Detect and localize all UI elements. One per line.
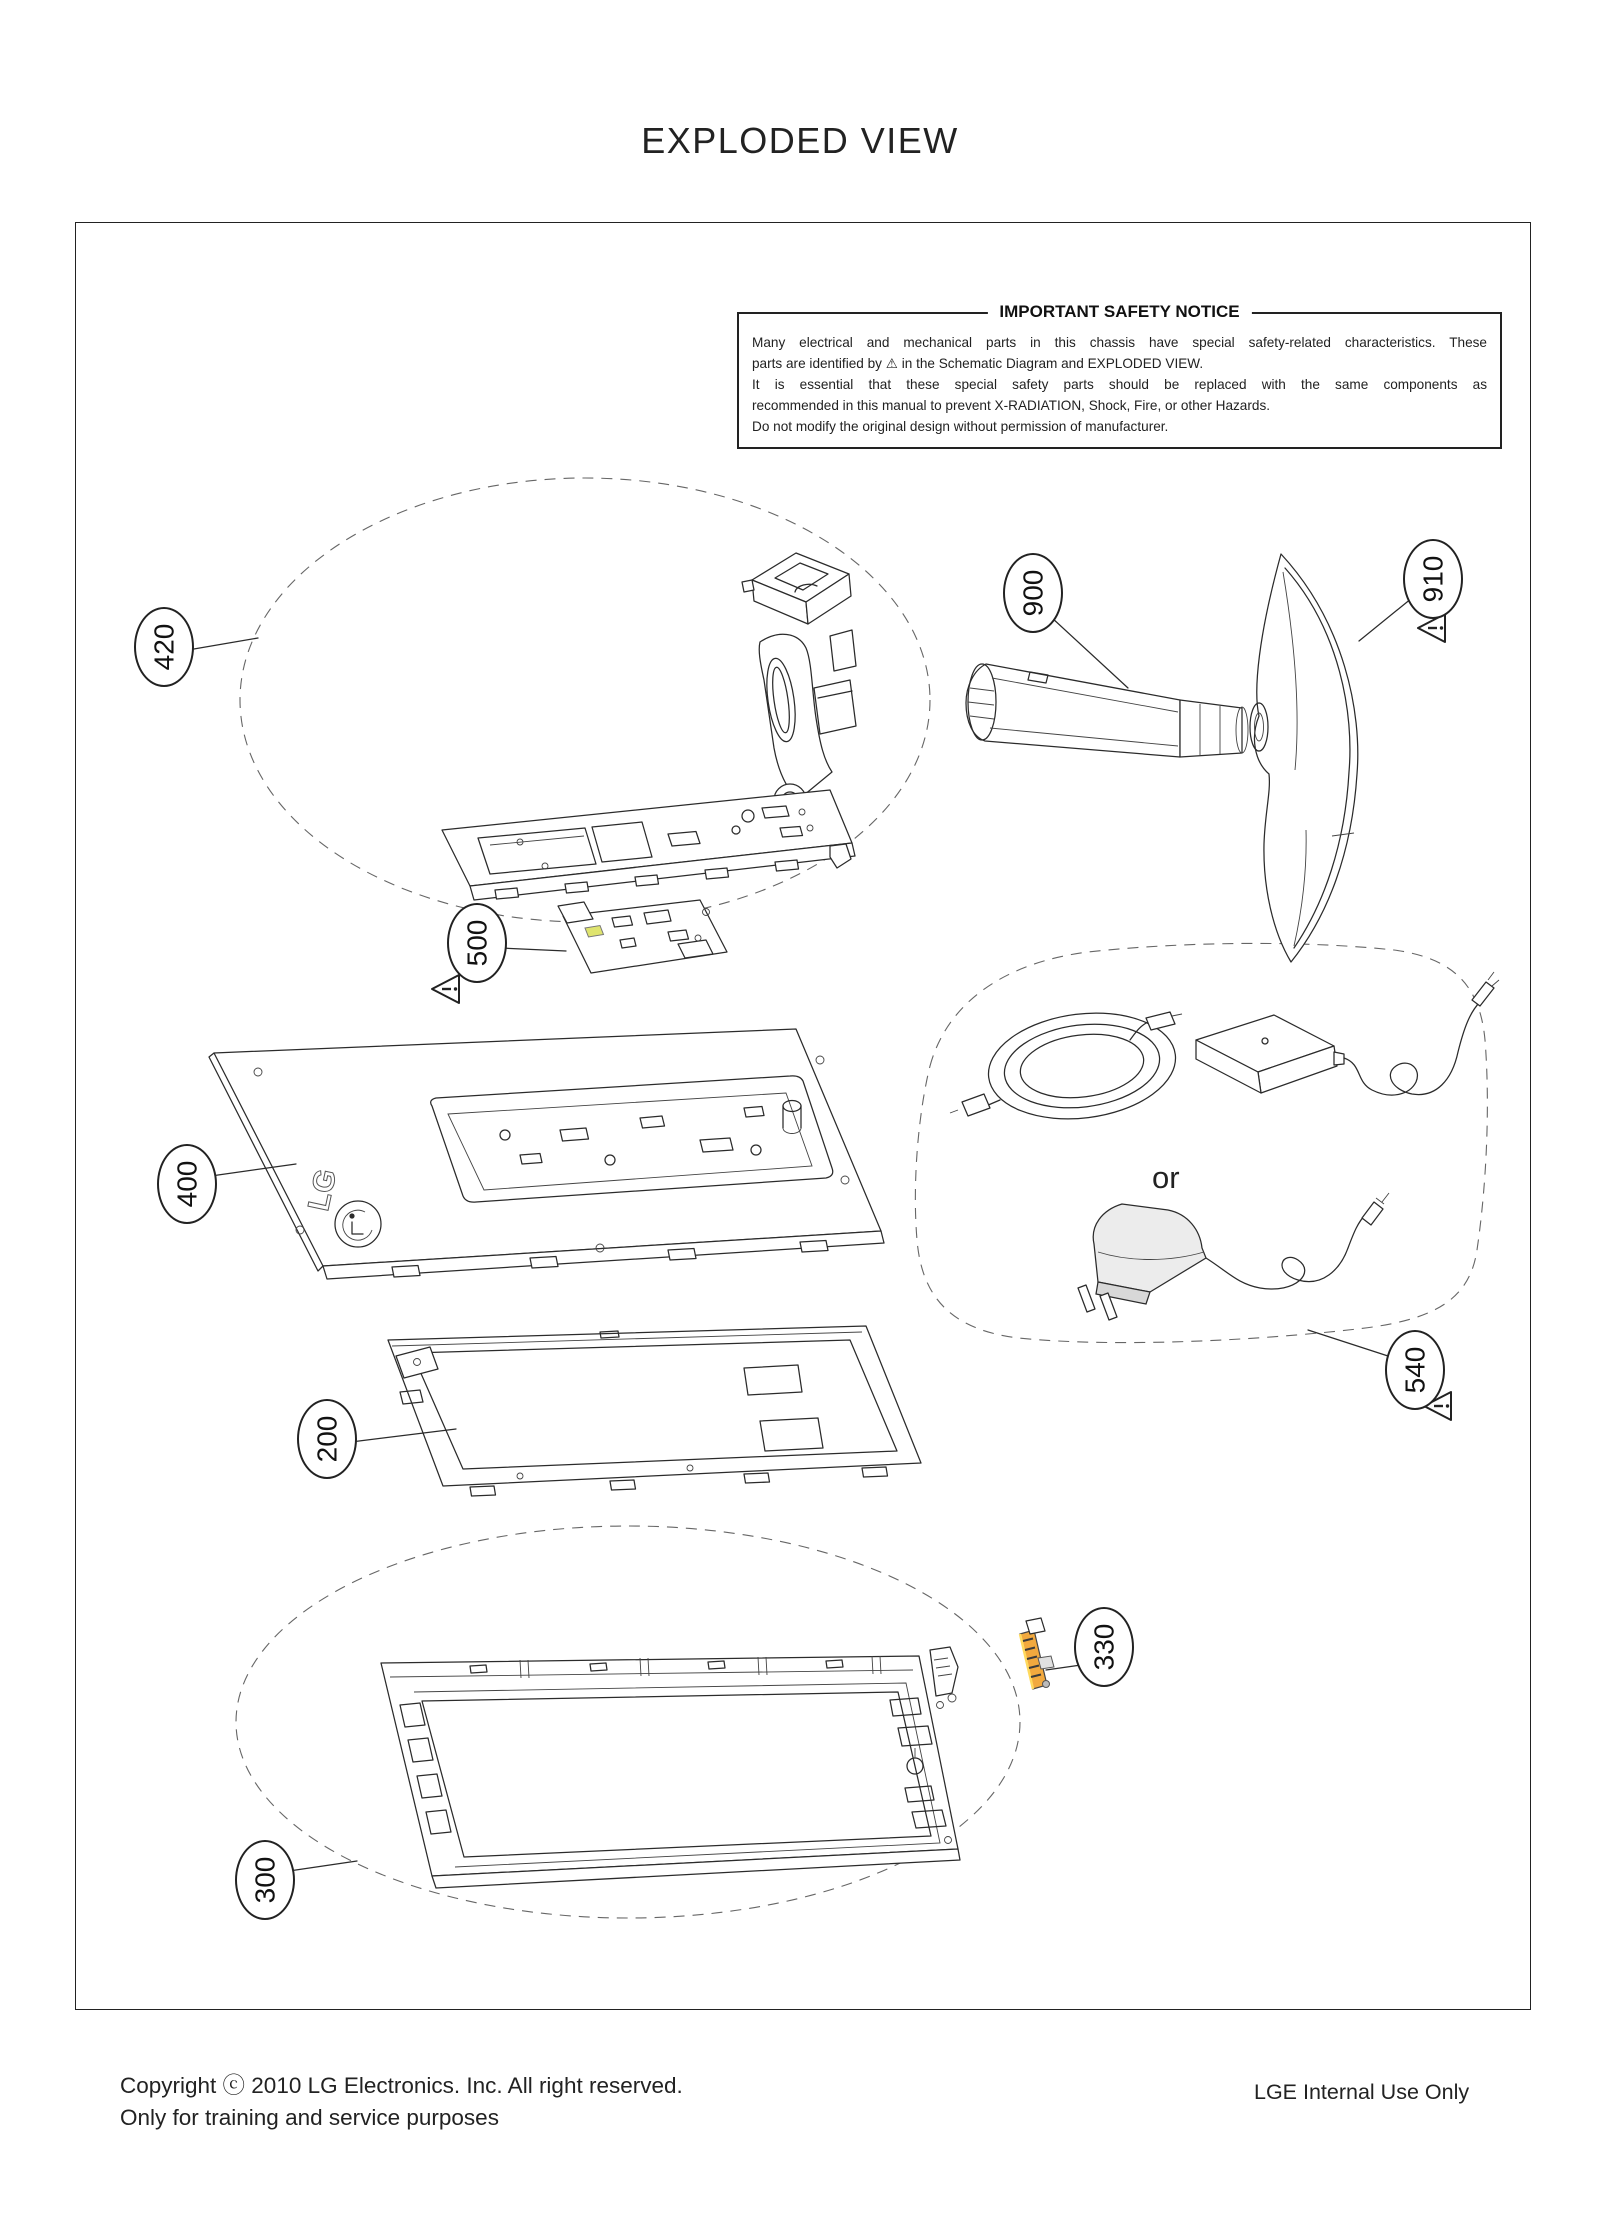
ac-adapter-drawing bbox=[1196, 972, 1499, 1095]
part-label-420 bbox=[134, 607, 194, 687]
front-bezel-drawing bbox=[381, 1647, 960, 1888]
pcb-board-drawing bbox=[558, 900, 727, 973]
lg-logo-text: LG bbox=[302, 1166, 344, 1214]
copyright-line-2: Only for training and service purposes bbox=[120, 2105, 499, 2130]
back-cover-drawing bbox=[209, 1029, 884, 1279]
safety-notice-line: Many electrical and mechanical parts in this chassis have special safety-related characteristics. These bbox=[752, 335, 1487, 350]
stand-base-drawing bbox=[1250, 554, 1358, 962]
middle-frame-drawing bbox=[388, 1326, 921, 1496]
part-number: 200 bbox=[311, 1415, 342, 1463]
copyright-line-1: Copyright ⓒ 2010 LG Electronics. Inc. All right reserved. bbox=[120, 2073, 683, 2098]
safety-notice-line: parts are identified by ⚠ in the Schematic Diagram and EXPLODED VIEW. bbox=[752, 356, 1204, 371]
part-number: 300 bbox=[249, 1856, 280, 1904]
part-label-500 bbox=[447, 903, 507, 983]
part-number: 910 bbox=[1417, 555, 1448, 603]
part-label-900 bbox=[1003, 553, 1063, 633]
chassis-bar-drawing bbox=[442, 790, 855, 900]
group-540-outline bbox=[915, 943, 1487, 1342]
safety-notice-title: IMPORTANT SAFETY NOTICE bbox=[987, 302, 1251, 322]
safety-notice-line: Do not modify the original design without permission of manufacturer. bbox=[752, 419, 1169, 434]
part-number: 900 bbox=[1017, 569, 1048, 617]
hinge-assembly-drawing bbox=[742, 553, 856, 816]
part-label-910 bbox=[1403, 539, 1463, 619]
wall-adapter-drawing bbox=[1078, 1193, 1389, 1320]
page-title: EXPLODED VIEW bbox=[641, 120, 959, 161]
or-label: or bbox=[1152, 1160, 1180, 1195]
stand-column-drawing bbox=[966, 664, 1248, 757]
part-label-200 bbox=[297, 1399, 357, 1479]
power-cord-drawing bbox=[950, 1003, 1182, 1129]
safety-notice-line: recommended in this manual to prevent X-RADIATION, Shock, Fire, or other Hazards. bbox=[752, 398, 1271, 413]
part-number: 330 bbox=[1088, 1623, 1119, 1671]
part-number: 500 bbox=[461, 919, 492, 967]
part-label-300 bbox=[235, 1840, 295, 1920]
warning-triangle-icon bbox=[432, 975, 459, 1003]
led-strip-drawing bbox=[1020, 1618, 1054, 1689]
part-number: 400 bbox=[171, 1160, 202, 1208]
safety-notice-line: It is essential that these special safety parts should be replaced with the same components as bbox=[752, 377, 1487, 392]
footer-internal-use: LGE Internal Use Only bbox=[1254, 2080, 1470, 2104]
part-number: 420 bbox=[148, 623, 179, 671]
part-number: 540 bbox=[1399, 1346, 1430, 1394]
part-label-400 bbox=[157, 1144, 217, 1224]
part-label-540 bbox=[1385, 1330, 1445, 1410]
part-label-330 bbox=[1074, 1607, 1134, 1687]
